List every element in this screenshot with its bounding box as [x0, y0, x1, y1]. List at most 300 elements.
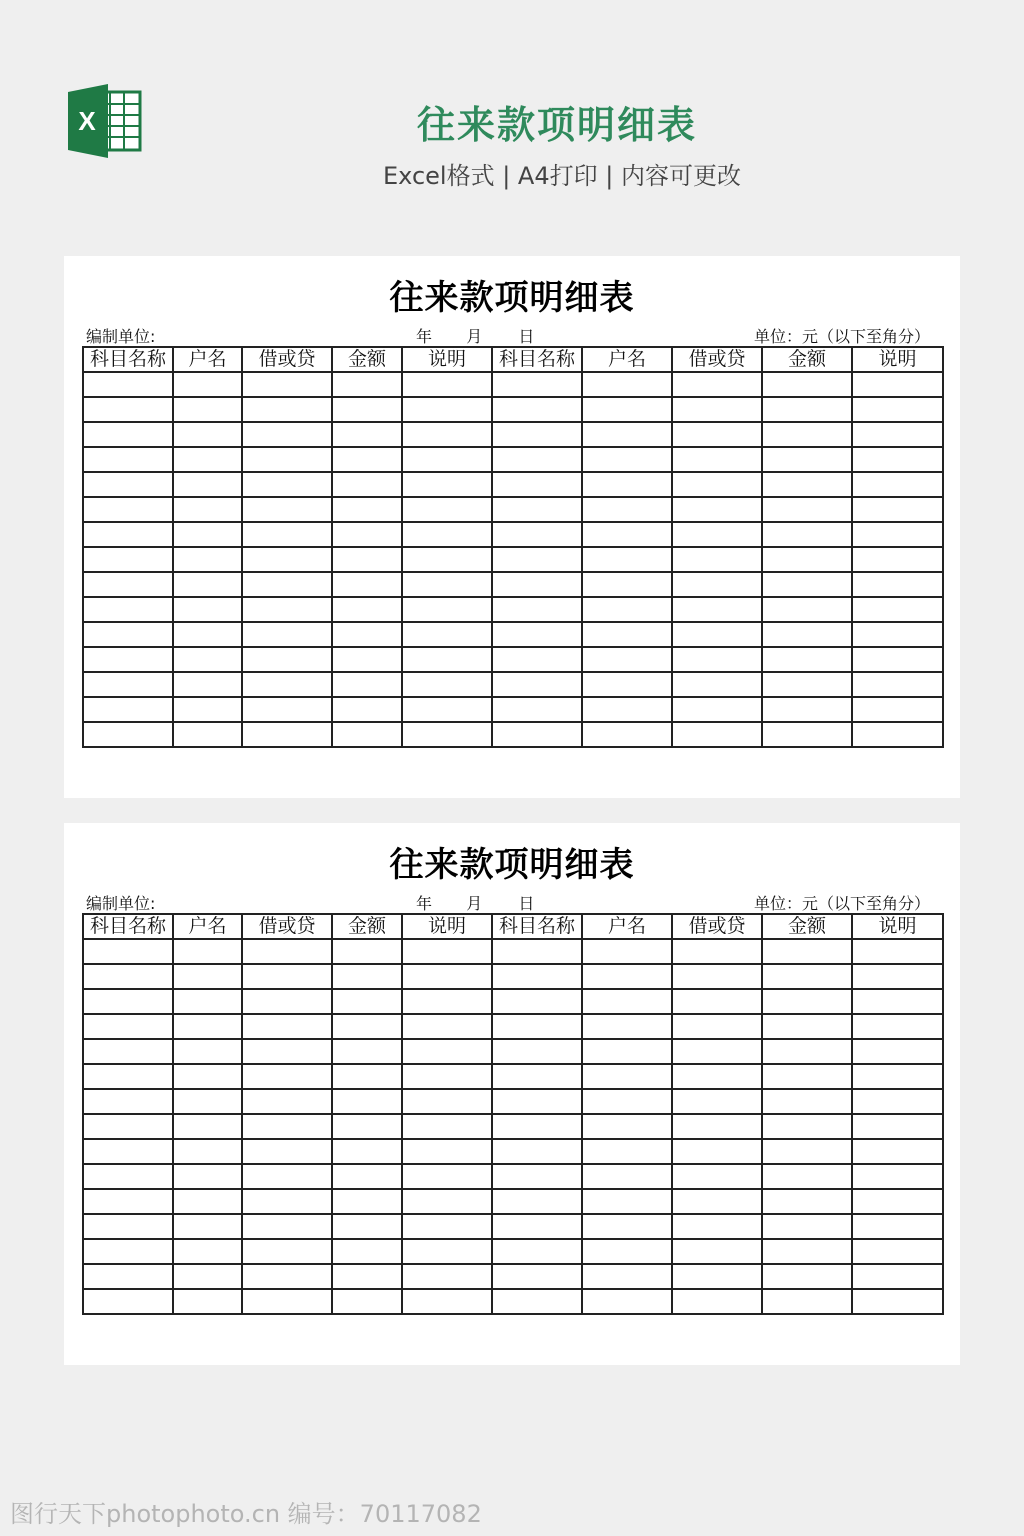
table-cell[interactable] [402, 422, 492, 447]
table-cell[interactable] [492, 1039, 582, 1064]
table-cell[interactable] [762, 989, 852, 1014]
table-cell[interactable] [83, 1014, 173, 1039]
table-cell[interactable] [242, 722, 332, 747]
table-cell[interactable] [332, 697, 402, 722]
table-cell[interactable] [242, 1164, 332, 1189]
table-cell[interactable] [242, 1039, 332, 1064]
table-cell[interactable] [492, 697, 582, 722]
table-cell[interactable] [492, 422, 582, 447]
table-cell[interactable] [582, 647, 672, 672]
table-cell[interactable] [492, 1214, 582, 1239]
table-cell[interactable] [332, 447, 402, 472]
table-cell[interactable] [83, 1039, 173, 1064]
table-cell[interactable] [852, 1064, 943, 1089]
table-cell[interactable] [83, 697, 173, 722]
table-cell[interactable] [83, 1064, 173, 1089]
table-cell[interactable] [582, 1189, 672, 1214]
table-cell[interactable] [672, 1139, 762, 1164]
table-cell[interactable] [332, 597, 402, 622]
table-cell[interactable] [672, 964, 762, 989]
table-cell[interactable] [852, 372, 943, 397]
table-cell[interactable] [173, 1089, 242, 1114]
table-cell[interactable] [83, 1164, 173, 1189]
table-cell[interactable] [173, 1214, 242, 1239]
table-cell[interactable] [672, 622, 762, 647]
table-cell[interactable] [332, 989, 402, 1014]
table-cell[interactable] [402, 1239, 492, 1264]
table-cell[interactable] [242, 1014, 332, 1039]
table-cell[interactable] [852, 1039, 943, 1064]
table-cell[interactable] [582, 522, 672, 547]
table-cell[interactable] [83, 1189, 173, 1214]
table-cell[interactable] [402, 472, 492, 497]
table-cell[interactable] [242, 372, 332, 397]
table-cell[interactable] [672, 472, 762, 497]
table-cell[interactable] [173, 1064, 242, 1089]
table-cell[interactable] [242, 572, 332, 597]
table-cell[interactable] [492, 1064, 582, 1089]
table-cell[interactable] [852, 1089, 943, 1114]
table-cell[interactable] [852, 697, 943, 722]
table-cell[interactable] [582, 447, 672, 472]
table-cell[interactable] [173, 1289, 242, 1314]
table-cell[interactable] [672, 1014, 762, 1039]
table-cell[interactable] [672, 497, 762, 522]
table-cell[interactable] [582, 397, 672, 422]
table-cell[interactable] [762, 597, 852, 622]
table-cell[interactable] [83, 989, 173, 1014]
table-cell[interactable] [173, 647, 242, 672]
table-cell[interactable] [582, 422, 672, 447]
table-cell[interactable] [402, 1039, 492, 1064]
table-cell[interactable] [762, 522, 852, 547]
table-cell[interactable] [672, 547, 762, 572]
table-cell[interactable] [582, 964, 672, 989]
table-cell[interactable] [582, 672, 672, 697]
table-cell[interactable] [332, 1189, 402, 1214]
table-cell[interactable] [582, 1014, 672, 1039]
table-cell[interactable] [852, 597, 943, 622]
table-cell[interactable] [492, 1289, 582, 1314]
table-cell[interactable] [852, 1164, 943, 1189]
table-cell[interactable] [672, 1164, 762, 1189]
table-cell[interactable] [242, 989, 332, 1014]
table-cell[interactable] [332, 547, 402, 572]
table-cell[interactable] [83, 397, 173, 422]
table-cell[interactable] [582, 989, 672, 1014]
table-cell[interactable] [762, 422, 852, 447]
table-cell[interactable] [332, 1089, 402, 1114]
table-cell[interactable] [762, 572, 852, 597]
table-cell[interactable] [332, 1289, 402, 1314]
table-cell[interactable] [402, 697, 492, 722]
table-cell[interactable] [83, 372, 173, 397]
table-cell[interactable] [762, 1289, 852, 1314]
table-cell[interactable] [332, 1039, 402, 1064]
table-cell[interactable] [83, 472, 173, 497]
table-cell[interactable] [492, 497, 582, 522]
table-cell[interactable] [242, 547, 332, 572]
table-cell[interactable] [402, 447, 492, 472]
table-cell[interactable] [672, 989, 762, 1014]
table-cell[interactable] [402, 597, 492, 622]
table-cell[interactable] [332, 939, 402, 964]
table-cell[interactable] [83, 1214, 173, 1239]
table-cell[interactable] [582, 1239, 672, 1264]
table-cell[interactable] [173, 1139, 242, 1164]
table-cell[interactable] [242, 397, 332, 422]
table-cell[interactable] [173, 989, 242, 1014]
table-cell[interactable] [242, 622, 332, 647]
table-cell[interactable] [242, 1189, 332, 1214]
table-cell[interactable] [242, 497, 332, 522]
table-cell[interactable] [762, 1089, 852, 1114]
table-cell[interactable] [672, 1114, 762, 1139]
table-cell[interactable] [672, 522, 762, 547]
table-cell[interactable] [83, 522, 173, 547]
table-cell[interactable] [582, 1089, 672, 1114]
table-cell[interactable] [332, 572, 402, 597]
table-cell[interactable] [852, 522, 943, 547]
table-cell[interactable] [582, 622, 672, 647]
table-cell[interactable] [492, 647, 582, 672]
table-cell[interactable] [332, 1214, 402, 1239]
table-cell[interactable] [173, 472, 242, 497]
table-cell[interactable] [173, 522, 242, 547]
table-cell[interactable] [83, 672, 173, 697]
table-cell[interactable] [83, 1139, 173, 1164]
table-cell[interactable] [332, 964, 402, 989]
table-cell[interactable] [173, 497, 242, 522]
table-cell[interactable] [83, 964, 173, 989]
table-cell[interactable] [762, 1239, 852, 1264]
table-cell[interactable] [762, 397, 852, 422]
table-cell[interactable] [852, 964, 943, 989]
table-cell[interactable] [402, 372, 492, 397]
table-cell[interactable] [402, 939, 492, 964]
table-cell[interactable] [672, 1214, 762, 1239]
table-cell[interactable] [762, 1014, 852, 1039]
table-cell[interactable] [762, 1039, 852, 1064]
table-cell[interactable] [332, 472, 402, 497]
table-cell[interactable] [492, 1114, 582, 1139]
table-cell[interactable] [582, 1039, 672, 1064]
table-cell[interactable] [492, 597, 582, 622]
table-cell[interactable] [402, 1014, 492, 1039]
table-cell[interactable] [582, 1139, 672, 1164]
table-cell[interactable] [492, 1189, 582, 1214]
table-cell[interactable] [242, 1289, 332, 1314]
table-cell[interactable] [402, 672, 492, 697]
table-cell[interactable] [242, 447, 332, 472]
table-cell[interactable] [83, 1089, 173, 1114]
table-cell[interactable] [173, 1264, 242, 1289]
table-cell[interactable] [492, 1139, 582, 1164]
table-cell[interactable] [852, 1289, 943, 1314]
table-cell[interactable] [762, 647, 852, 672]
table-cell[interactable] [852, 1139, 943, 1164]
table-cell[interactable] [762, 1214, 852, 1239]
table-cell[interactable] [762, 939, 852, 964]
table-cell[interactable] [83, 422, 173, 447]
table-cell[interactable] [672, 422, 762, 447]
table-cell[interactable] [492, 1089, 582, 1114]
table-cell[interactable] [332, 1014, 402, 1039]
table-cell[interactable] [173, 1114, 242, 1139]
table-cell[interactable] [582, 1114, 672, 1139]
table-cell[interactable] [582, 1164, 672, 1189]
table-cell[interactable] [173, 697, 242, 722]
table-cell[interactable] [852, 422, 943, 447]
table-cell[interactable] [332, 397, 402, 422]
table-cell[interactable] [672, 697, 762, 722]
table-cell[interactable] [332, 647, 402, 672]
table-cell[interactable] [242, 964, 332, 989]
table-cell[interactable] [852, 989, 943, 1014]
table-cell[interactable] [402, 547, 492, 572]
table-cell[interactable] [672, 722, 762, 747]
table-cell[interactable] [762, 372, 852, 397]
table-cell[interactable] [492, 547, 582, 572]
table-cell[interactable] [762, 1139, 852, 1164]
table-cell[interactable] [332, 672, 402, 697]
table-cell[interactable] [582, 1289, 672, 1314]
table-cell[interactable] [582, 472, 672, 497]
table-cell[interactable] [242, 1139, 332, 1164]
table-cell[interactable] [83, 597, 173, 622]
table-cell[interactable] [83, 1239, 173, 1264]
table-cell[interactable] [492, 447, 582, 472]
table-cell[interactable] [582, 722, 672, 747]
table-cell[interactable] [762, 1064, 852, 1089]
table-cell[interactable] [672, 1039, 762, 1064]
table-cell[interactable] [402, 522, 492, 547]
table-cell[interactable] [672, 597, 762, 622]
table-cell[interactable] [242, 422, 332, 447]
table-cell[interactable] [492, 522, 582, 547]
table-cell[interactable] [762, 1164, 852, 1189]
table-cell[interactable] [852, 1214, 943, 1239]
table-cell[interactable] [852, 672, 943, 697]
table-cell[interactable] [332, 1264, 402, 1289]
table-cell[interactable] [492, 397, 582, 422]
table-cell[interactable] [672, 939, 762, 964]
table-cell[interactable] [672, 372, 762, 397]
table-cell[interactable] [242, 597, 332, 622]
table-cell[interactable] [492, 1264, 582, 1289]
table-cell[interactable] [762, 497, 852, 522]
table-cell[interactable] [672, 1089, 762, 1114]
table-cell[interactable] [492, 1014, 582, 1039]
table-cell[interactable] [402, 1114, 492, 1139]
table-cell[interactable] [852, 472, 943, 497]
table-cell[interactable] [402, 622, 492, 647]
table-cell[interactable] [173, 1164, 242, 1189]
table-cell[interactable] [332, 1064, 402, 1089]
table-cell[interactable] [582, 697, 672, 722]
table-cell[interactable] [173, 572, 242, 597]
table-cell[interactable] [672, 447, 762, 472]
table-cell[interactable] [83, 622, 173, 647]
table-cell[interactable] [242, 697, 332, 722]
table-cell[interactable] [83, 647, 173, 672]
table-cell[interactable] [852, 447, 943, 472]
table-cell[interactable] [762, 697, 852, 722]
table-cell[interactable] [762, 1114, 852, 1139]
table-cell[interactable] [492, 722, 582, 747]
table-cell[interactable] [582, 597, 672, 622]
table-cell[interactable] [402, 1064, 492, 1089]
table-cell[interactable] [402, 722, 492, 747]
table-cell[interactable] [173, 547, 242, 572]
table-cell[interactable] [173, 939, 242, 964]
table-cell[interactable] [852, 647, 943, 672]
table-cell[interactable] [492, 472, 582, 497]
table-cell[interactable] [173, 1014, 242, 1039]
table-cell[interactable] [83, 547, 173, 572]
table-cell[interactable] [173, 1239, 242, 1264]
table-cell[interactable] [492, 939, 582, 964]
table-cell[interactable] [762, 1189, 852, 1214]
table-cell[interactable] [582, 1264, 672, 1289]
table-cell[interactable] [173, 964, 242, 989]
table-cell[interactable] [332, 722, 402, 747]
table-cell[interactable] [672, 1189, 762, 1214]
table-cell[interactable] [173, 1039, 242, 1064]
table-cell[interactable] [852, 497, 943, 522]
table-cell[interactable] [852, 622, 943, 647]
table-cell[interactable] [402, 572, 492, 597]
table-cell[interactable] [402, 1164, 492, 1189]
table-cell[interactable] [402, 1289, 492, 1314]
table-cell[interactable] [173, 622, 242, 647]
table-cell[interactable] [852, 1114, 943, 1139]
table-cell[interactable] [492, 1239, 582, 1264]
table-cell[interactable] [762, 547, 852, 572]
table-cell[interactable] [762, 964, 852, 989]
table-cell[interactable] [492, 964, 582, 989]
table-cell[interactable] [492, 1164, 582, 1189]
table-cell[interactable] [672, 672, 762, 697]
table-cell[interactable] [762, 1264, 852, 1289]
table-cell[interactable] [852, 939, 943, 964]
table-cell[interactable] [672, 1289, 762, 1314]
table-cell[interactable] [402, 1089, 492, 1114]
table-cell[interactable] [173, 1189, 242, 1214]
table-cell[interactable] [332, 1114, 402, 1139]
table-cell[interactable] [582, 1214, 672, 1239]
table-cell[interactable] [83, 497, 173, 522]
table-cell[interactable] [83, 1114, 173, 1139]
table-cell[interactable] [83, 572, 173, 597]
table-cell[interactable] [492, 672, 582, 697]
table-cell[interactable] [672, 397, 762, 422]
table-cell[interactable] [173, 397, 242, 422]
table-cell[interactable] [852, 397, 943, 422]
table-cell[interactable] [852, 1189, 943, 1214]
table-cell[interactable] [402, 497, 492, 522]
table-cell[interactable] [332, 522, 402, 547]
table-cell[interactable] [672, 647, 762, 672]
table-cell[interactable] [242, 647, 332, 672]
table-cell[interactable] [173, 672, 242, 697]
table-cell[interactable] [332, 1164, 402, 1189]
table-cell[interactable] [83, 1264, 173, 1289]
table-cell[interactable] [762, 622, 852, 647]
table-cell[interactable] [242, 522, 332, 547]
table-cell[interactable] [173, 422, 242, 447]
table-cell[interactable] [173, 372, 242, 397]
table-cell[interactable] [672, 1264, 762, 1289]
table-cell[interactable] [762, 447, 852, 472]
table-cell[interactable] [582, 497, 672, 522]
table-cell[interactable] [852, 547, 943, 572]
table-cell[interactable] [492, 372, 582, 397]
table-cell[interactable] [402, 1214, 492, 1239]
table-cell[interactable] [242, 1114, 332, 1139]
table-cell[interactable] [402, 1264, 492, 1289]
table-cell[interactable] [402, 647, 492, 672]
table-cell[interactable] [402, 397, 492, 422]
table-cell[interactable] [402, 1139, 492, 1164]
table-cell[interactable] [332, 372, 402, 397]
table-cell[interactable] [173, 722, 242, 747]
table-cell[interactable] [672, 572, 762, 597]
table-cell[interactable] [402, 1189, 492, 1214]
table-cell[interactable] [762, 472, 852, 497]
table-cell[interactable] [852, 572, 943, 597]
table-cell[interactable] [332, 1239, 402, 1264]
table-cell[interactable] [83, 939, 173, 964]
table-cell[interactable] [83, 722, 173, 747]
table-cell[interactable] [242, 1214, 332, 1239]
table-cell[interactable] [242, 1264, 332, 1289]
table-cell[interactable] [242, 672, 332, 697]
table-cell[interactable] [852, 1014, 943, 1039]
table-cell[interactable] [762, 722, 852, 747]
table-cell[interactable] [83, 1289, 173, 1314]
table-cell[interactable] [582, 1064, 672, 1089]
table-cell[interactable] [332, 1139, 402, 1164]
table-cell[interactable] [242, 939, 332, 964]
table-cell[interactable] [672, 1064, 762, 1089]
table-cell[interactable] [492, 989, 582, 1014]
table-cell[interactable] [582, 939, 672, 964]
table-cell[interactable] [242, 472, 332, 497]
table-cell[interactable] [242, 1089, 332, 1114]
table-cell[interactable] [402, 964, 492, 989]
table-cell[interactable] [242, 1064, 332, 1089]
table-cell[interactable] [332, 497, 402, 522]
table-cell[interactable] [582, 547, 672, 572]
table-cell[interactable] [852, 1264, 943, 1289]
table-cell[interactable] [402, 989, 492, 1014]
table-cell[interactable] [83, 447, 173, 472]
table-cell[interactable] [672, 1239, 762, 1264]
table-cell[interactable] [492, 572, 582, 597]
table-cell[interactable] [852, 1239, 943, 1264]
table-cell[interactable] [173, 597, 242, 622]
table-cell[interactable] [852, 722, 943, 747]
table-cell[interactable] [492, 622, 582, 647]
table-cell[interactable] [762, 672, 852, 697]
table-cell[interactable] [332, 622, 402, 647]
table-cell[interactable] [332, 422, 402, 447]
table-cell[interactable] [242, 1239, 332, 1264]
table-cell[interactable] [582, 572, 672, 597]
table-cell[interactable] [173, 447, 242, 472]
table-cell[interactable] [582, 372, 672, 397]
